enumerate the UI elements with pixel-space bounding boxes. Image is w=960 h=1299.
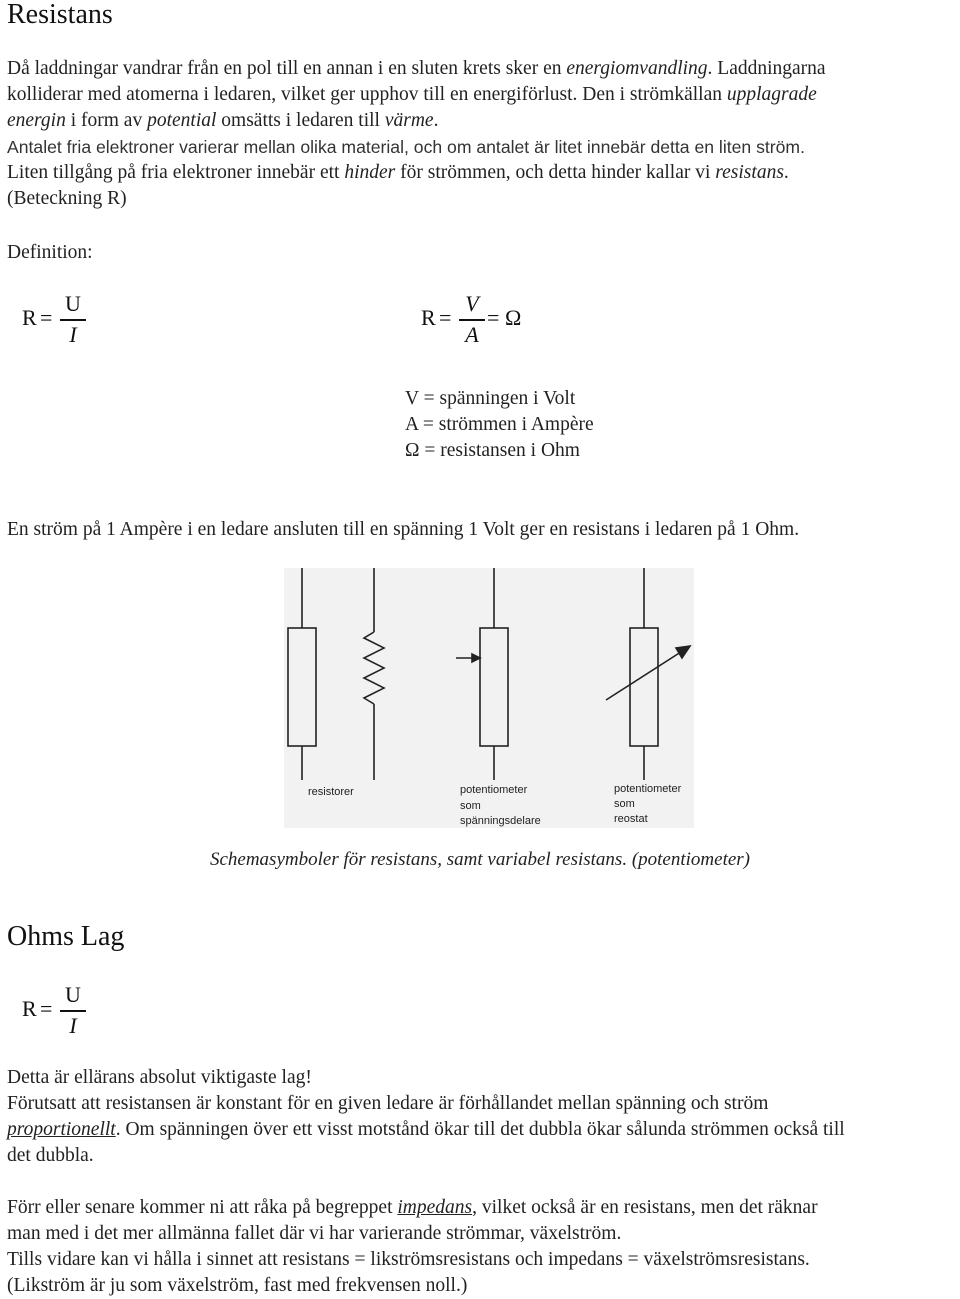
emphasis: upplagrade	[726, 84, 817, 105]
formula-denominator: I	[69, 1013, 77, 1038]
emphasis: resistans	[715, 162, 784, 183]
formula-numerator: U	[65, 982, 81, 1007]
formula-r-equals-v-over-a	[421, 291, 541, 351]
text: . Om spänningen över ett visst motstånd ökar till det dubbla ökar sålunda strömmen också till	[115, 1119, 845, 1140]
definition-volt: V = spänningen i Volt	[405, 388, 576, 409]
text: .	[783, 162, 789, 183]
formula-eq: =	[40, 305, 53, 330]
definition-ohm: Ω = resistansen i Ohm	[405, 440, 580, 461]
formula-ohms-law	[22, 980, 102, 1040]
paragraph-line	[7, 56, 826, 82]
rheostat-box	[630, 628, 658, 746]
label-pot1-line2: som	[460, 800, 481, 812]
formula-numerator: U	[65, 291, 81, 316]
label-resistorer: resistorer	[308, 786, 354, 798]
resistor-symbol-box	[288, 628, 316, 746]
potentiometer-box	[480, 628, 508, 746]
formula-eq: =	[439, 305, 452, 330]
emphasis: potential	[147, 110, 217, 131]
formula-denominator: A	[465, 322, 479, 347]
formula-r-equals-u-over-i	[22, 291, 102, 351]
paragraph-line	[7, 160, 789, 186]
text: .	[433, 110, 439, 131]
wiper-arrowhead	[472, 654, 480, 662]
paragraph-line	[7, 1195, 818, 1221]
paragraph-line	[7, 82, 817, 108]
figure-caption: Schemasymboler för resistans, samt variabel resistans. (potentiometer)	[209, 849, 751, 870]
definition-label: Definition:	[7, 242, 93, 263]
label-pot2-line3: reostat	[614, 813, 648, 825]
formula-lhs: R	[22, 996, 37, 1021]
paragraph-line: det dubbla.	[7, 1145, 94, 1166]
emphasis: hinder	[344, 162, 396, 183]
paragraph-line: Detta är ellärans absolut viktigaste lag!	[7, 1067, 312, 1088]
paragraph-line: (Likström är ju som växelström, fast med frekvensen noll.)	[7, 1275, 468, 1296]
paragraph-line: Tills vidare kan vi hålla i sinnet att resistans = likströmsresistans och impedans = växelströmsresistans.	[7, 1249, 810, 1270]
fraction-bar	[60, 1010, 86, 1012]
text: omsätts i ledaren till	[216, 110, 385, 131]
formula-numerator: V	[465, 291, 479, 316]
fraction-bar	[60, 319, 86, 321]
statement-text: En ström på 1 Ampère i en ledare ansluten till en spänning 1 Volt ger en resistans i ledaren på 1 Ohm.	[7, 519, 800, 540]
label-pot2-line1: potentiometer	[614, 783, 682, 795]
label-pot2-line2: som	[614, 798, 635, 810]
emphasis: värme	[384, 110, 434, 131]
formula-denominator: I	[69, 322, 77, 347]
formula-lhs: R	[22, 305, 37, 330]
schematic-svg	[284, 568, 694, 828]
variable-arrowhead	[676, 646, 690, 658]
fraction-bar	[459, 319, 485, 321]
label-pot1-line1: potentiometer	[460, 784, 528, 796]
emphasis: proportionellt	[7, 1119, 116, 1140]
text: för strömmen, och detta hinder kallar vi	[395, 162, 716, 183]
paragraph-line: (Beteckning R)	[7, 188, 127, 209]
text: Då laddningar vandrar från en pol till en annan i en sluten krets sker en	[7, 58, 567, 79]
label-pot1-line3: spänningsdelare	[460, 815, 541, 827]
emphasis: energiomvandling	[566, 58, 708, 79]
section-title-resistans: Resistans	[7, 0, 113, 30]
paragraph-line: man med i det mer allmänna fallet där vi har varierande strömmar, växelström.	[7, 1223, 622, 1244]
text: i form av	[65, 110, 148, 131]
formula-lhs: R	[421, 305, 436, 330]
text: Förr eller senare kommer ni att råka på begreppet	[7, 1197, 398, 1218]
definition-ampere: A = strömmen i Ampère	[405, 414, 594, 435]
resistor-symbol-zigzag	[364, 632, 384, 704]
paragraph-line: Antalet fria elektroner varierar mellan olika material, och om antalet är litet innebär detta en liten ström.	[7, 137, 805, 157]
paragraph-line	[7, 1117, 845, 1143]
text: . Laddningarna	[707, 58, 826, 79]
paragraph-line: Förutsatt att resistansen är konstant för en given ledare är förhållandet mellan spänning och ström	[7, 1093, 769, 1114]
text: , vilket också är en resistans, men det räknar	[472, 1197, 818, 1218]
text: kolliderar med atomerna i ledaren, vilket ger upphov till en energiförlust. Den i strömkällan	[7, 84, 727, 105]
section-title-ohms-lag: Ohms Lag	[7, 921, 125, 952]
schematic-symbols-figure	[284, 568, 694, 828]
emphasis: impedans	[397, 1197, 473, 1218]
formula-rhs: Ω	[505, 305, 522, 330]
text: Liten tillgång på fria elektroner innebär ett	[7, 162, 345, 183]
paragraph-line	[7, 108, 438, 134]
emphasis: energin	[7, 110, 66, 131]
formula-eq: =	[40, 996, 53, 1021]
formula-eq: =	[487, 305, 500, 330]
variable-arrow-line	[606, 650, 684, 700]
